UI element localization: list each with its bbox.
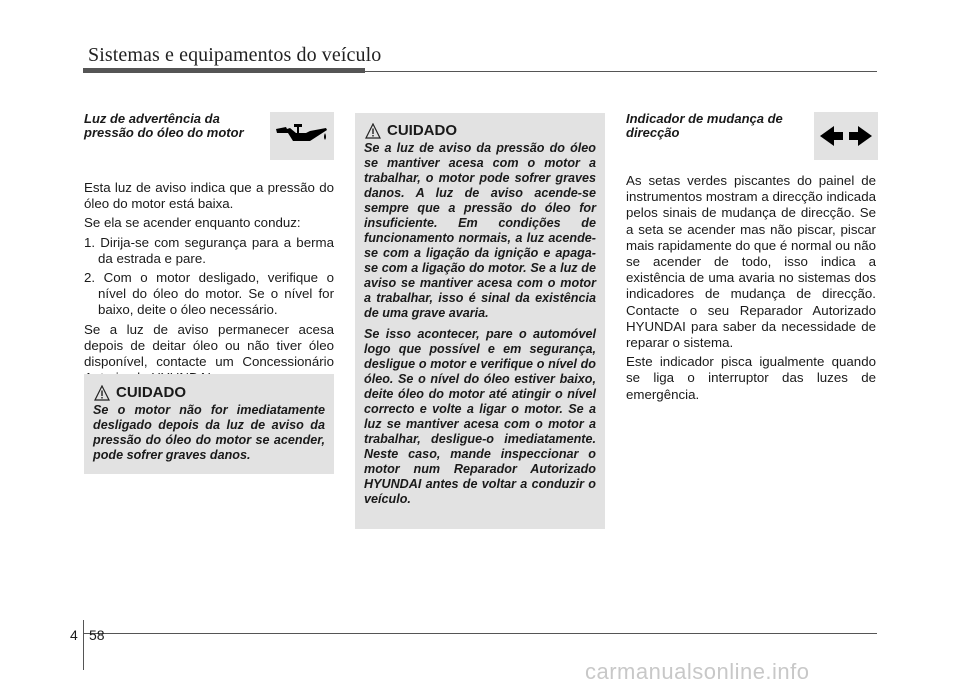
page-header-title: Sistemas e equipamentos do veículo <box>88 44 382 66</box>
oil-pressure-section <box>84 112 334 389</box>
turn-signal-arrows-icon <box>814 112 878 160</box>
caution-heading: CUIDADO <box>387 122 457 139</box>
turn-signal-section <box>626 112 876 406</box>
chapter-number: 4 <box>70 627 78 643</box>
oil-pressure-if-lit: Se ela se acender enquanto conduz: <box>84 215 301 231</box>
footer-rule <box>83 633 877 634</box>
oil-pressure-contact: Se a luz de aviso permanecer acesa depois de deitar óleo ou não tiver óleo disponível, contacte um Concessionário <box>84 321 334 370</box>
caution-text: Se o motor não for imediatamente desligado depois da luz de aviso da pressão do óleo do motor se acender, pode sofrer graves danos. <box>93 403 325 462</box>
oil-pressure-title: Luz de advertência da pressão do óleo do motor <box>84 111 244 140</box>
list-item: 1. Dirija-se com segurança para a berma da estrada e pare. <box>84 234 334 266</box>
caution-paragraph: Se a luz de aviso da pressão do óleo se mantiver acesa com o motor a trabalhar, o motor pode sofrer graves danos. A luz de aviso acende-se sempre que a pressão do óleo for insuficiente. Em condições de funcionamento normais, a luz acende-se com a ligação da ignição e apaga-se com a ligação do motor. Se a luz de aviso se mantiver acesa com o motor a trabalhar, isso é sinal da existência de uma grave avaria. <box>364 141 596 320</box>
turn-signal-hazard: Este indicador pisca igualmente quando se liga o interruptor das luzes de emergência. <box>626 354 876 402</box>
caution-heading: CUIDADO <box>116 384 186 401</box>
list-item: 2. Com o motor desligado, verifique o nível do óleo do motor. Se o nível for baixo, deite o óleo necessário. <box>84 270 334 318</box>
oil-pressure-desc: Esta luz de aviso indica que a pressão do óleo do motor está baixa. <box>84 180 334 212</box>
warning-triangle-icon <box>365 123 381 139</box>
warning-triangle-icon <box>94 385 110 401</box>
header-rule <box>365 71 877 72</box>
turn-signal-title: Indicador de mudança de direcção <box>626 111 783 140</box>
page-number: 58 <box>89 627 105 643</box>
turn-signal-desc: As setas verdes piscantes do painel de instrumentos mostram a direcção indicada pelos sinais de mudança de direcção. Se a seta se acender mas não piscar, piscar mais rapidamente do que é normal ou não se acender de todo, isso indica a existência de uma avaria no sistemas dos indicadores de mudança de direcção. Contacte o seu Reparador Autorizado HYUNDAI para saber da necessidade de reparar o sistema. <box>626 173 876 351</box>
header-bar <box>83 68 365 73</box>
oil-can-icon <box>270 112 334 160</box>
caution-paragraph: Se isso acontecer, pare o automóvel logo que possível e em segurança, desligue o motor e verifique o nível do óleo. Se o nível do óleo estiver baixo, deite óleo do motor até atingir o nível correcto e volte a ligar o motor. Se a luz se mantiver acesa com o motor a trabalhar, desligue-o imediatamente. Neste caso, mande inspeccionar o motor num Reparador Autorizado HYUNDAI antes de voltar a conduzir o veículo. <box>364 327 596 506</box>
watermark-text: carmanualsonline.info <box>585 659 810 684</box>
footer-divider <box>83 620 84 670</box>
caution-box-oil <box>84 374 334 474</box>
caution-box-oil-pressure <box>355 113 605 529</box>
